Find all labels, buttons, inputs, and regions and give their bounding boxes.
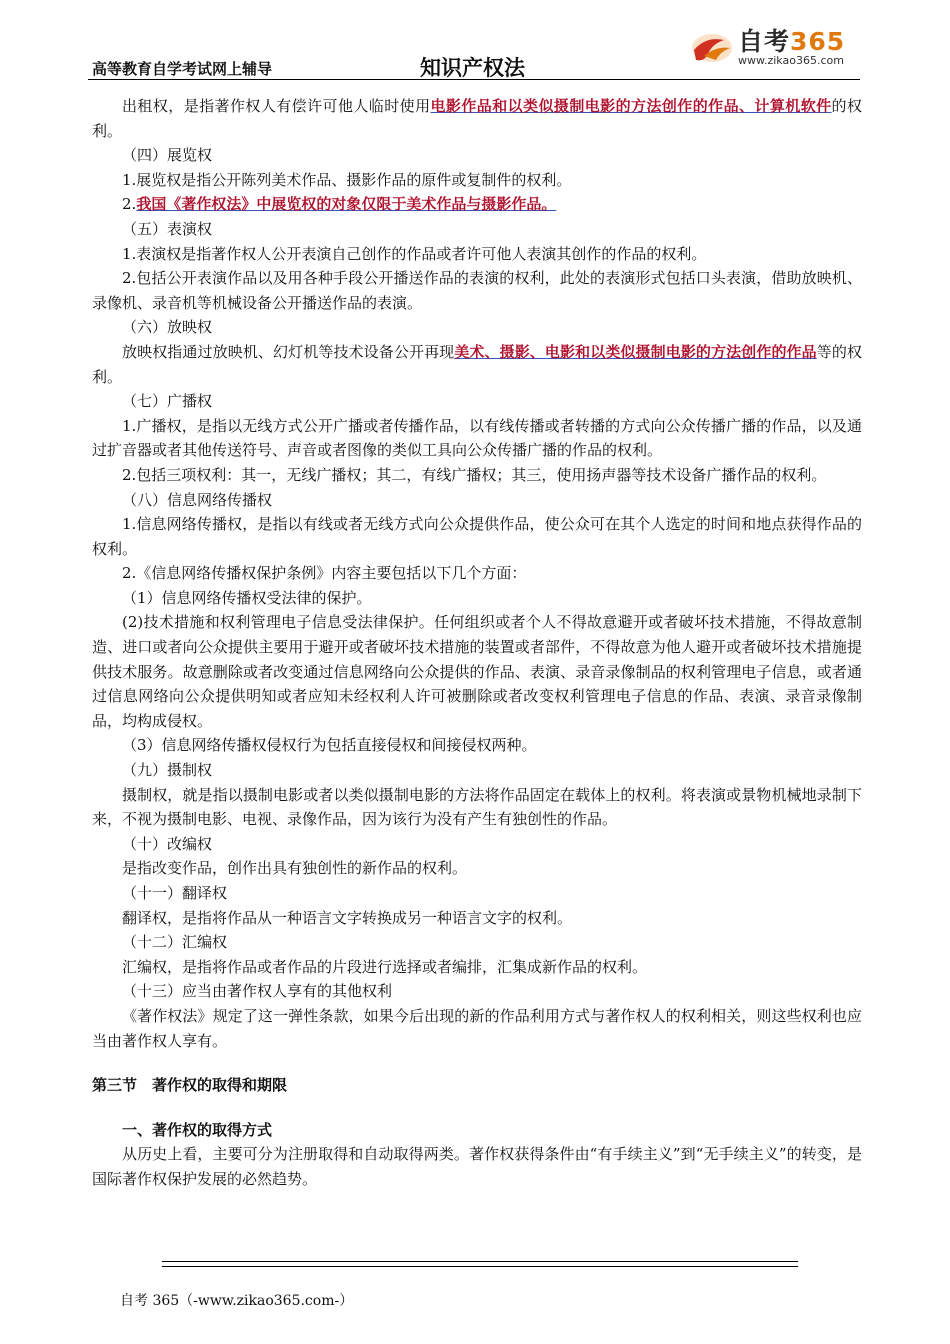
paragraph-network-4: (2)技术措施和权利管理电子信息受法律保护。任何组织或者个人不得故意避开或者破坏技术措施，不得故意制造、进口或者向公众提供主要用于避开或者破坏技术措施的装置或者部件，不得故意为他人避开或者破坏技术措施提供技术服务。故意删除或者改变通过信息网络向公众提供的作品、表演、录音录像制品的权利管理电子信息，或者通过信息网络向公众提供明知或者应知未经权利人许可被删除或者改变权利管理电子信息的作品、表演、录音录像制品，均构成侵权。 bbox=[92, 613, 862, 730]
paragraph-performance-1: 1.表演权是指著作权人公开表演自己创作的作品或者许可他人表演其创作的作品的权利。 bbox=[122, 244, 707, 263]
paragraph-other-rights: 《著作权法》规定了这一弹性条款，如果今后出现的新的作品利用方式与著作权人的权利相关，则这些权利也应当由著作权人享有。 bbox=[92, 1006, 862, 1050]
zikao-swoosh-icon bbox=[690, 26, 734, 70]
spacer bbox=[92, 1098, 862, 1118]
heading-exhibition-right: （四）展览权 bbox=[122, 146, 213, 165]
logo-brand-zikao: 自考 bbox=[738, 27, 791, 56]
footer-site-text[interactable]: 自考 365（-www.zikao365.com-） bbox=[120, 1293, 354, 1309]
heading-broadcast-right: （七）广播权 bbox=[122, 392, 213, 411]
paragraph-network-1: 1.信息网络传播权，是指以有线或者无线方式向公众提供作品，使公众可在其个人选定的时间和地点获得作品的权利。 bbox=[92, 515, 862, 558]
footer-divider-bottom bbox=[162, 1266, 798, 1267]
document-body bbox=[92, 94, 862, 1192]
paragraph-exhibition-1: 1.展览权是指公开陈列美术作品、摄影作品的原件或复制件的权利。 bbox=[122, 170, 572, 189]
heading-filming-right: （九）摄制权 bbox=[122, 761, 213, 780]
subsection-title: 一、著作权的取得方式 bbox=[122, 1120, 273, 1139]
header-divider bbox=[88, 79, 860, 80]
heading-other-rights: （十三）应当由著作权人享有的其他权利 bbox=[122, 982, 393, 1001]
logo-brand-365: 365 bbox=[790, 27, 846, 56]
section-title: 第三节 著作权的取得和期限 bbox=[92, 1076, 288, 1095]
highlight-projection-objects: 美术、摄影、电影和以类似摄制电影的方法创作的作品 bbox=[454, 342, 817, 361]
paragraph-compilation: 汇编权，是指将作品或者作品的片段进行选择或者编排，汇集成新作品的权利。 bbox=[122, 957, 648, 976]
spacer bbox=[92, 1053, 862, 1073]
paragraph-broadcast-2: 2.包括三项权利：其一，无线广播权；其二，有线广播权；其三，使用扬声器等技术设备广播作品的权利。 bbox=[122, 465, 827, 484]
heading-adaptation-right: （十）改编权 bbox=[122, 834, 213, 853]
paragraph-rental-right: 出租权，是指著作权人有偿许可他人临时使用电影作品和以类似摄制电影的方法创作的作品、计算机软件的权利。 bbox=[92, 97, 862, 140]
paragraph-exhibition-2: 2.我国《著作权法》中展览权的对象仅限于美术作品与摄影作品。 bbox=[122, 195, 557, 214]
heading-network-right: （八）信息网络传播权 bbox=[122, 490, 273, 509]
paragraph-broadcast-1: 1.广播权，是指以无线方式公开广播或者传播作品，以有线传播或者转播的方式向公众传播广播的作品，以及通过扩音器或者其他传送符号、声音或者图像的类似工具向公众传播广播的作品的权利。 bbox=[92, 416, 862, 460]
heading-performance-right: （五）表演权 bbox=[122, 219, 213, 238]
paragraph-acquisition: 从历史上看，主要可分为注册取得和自动取得两类。著作权获得条件由“有手续主义”到“无手续主义”的转变，是国际著作权保护发展的必然趋势。 bbox=[92, 1145, 862, 1188]
heading-translation-right: （十一）翻译权 bbox=[122, 884, 228, 902]
paragraph-adaptation: 是指改变作品，创作出具有独创性的新作品的权利。 bbox=[122, 859, 468, 878]
highlight-exhibition-scope: 我国《著作权法》中展览权的对象仅限于美术作品与摄影作品。 bbox=[136, 195, 557, 214]
heading-compilation-right: （十二）汇编权 bbox=[122, 933, 228, 952]
logo-brand-text bbox=[738, 22, 845, 58]
paragraph-network-5: （3）信息网络传播权侵权行为包括直接侵权和间接侵权两种。 bbox=[122, 736, 537, 755]
paragraph-translation: 翻译权，是指将作品从一种语言文字转换成另一种语言文字的权利。 bbox=[122, 908, 573, 927]
zikao365-logo[interactable] bbox=[690, 22, 860, 76]
header-course-label: 高等教育自学考试网上辅导 bbox=[92, 60, 273, 78]
paragraph-network-3: （1）信息网络传播权受法律的保护。 bbox=[122, 588, 372, 607]
highlight-rental-objects: 电影作品和以类似摄制电影的方法创作的作品、计算机软件 bbox=[430, 97, 832, 115]
footer-divider-top bbox=[162, 1261, 798, 1262]
logo-url: www.zikao365.com bbox=[738, 54, 844, 67]
paragraph-projection: 放映权指通过放映机、幻灯机等技术设备公开再现美术、摄影、电影和以类似摄制电影的方法创作的作品等的权利。 bbox=[92, 342, 862, 386]
paragraph-filming: 摄制权，就是指以摄制电影或者以类似摄制电影的方法将作品固定在载体上的权利。将表演或景物机械地录制下来，不视为摄制电影、电视、录像作品，因为该行为没有产生有独创性的作品。 bbox=[92, 785, 862, 829]
paragraph-network-2: 2.《信息网络传播权保护条例》内容主要包括以下几个方面： bbox=[122, 564, 527, 583]
heading-projection-right: （六）放映权 bbox=[122, 318, 213, 337]
header-subject-title: 知识产权法 bbox=[420, 56, 525, 80]
paragraph-performance-2: 2.包括公开表演作品以及用各种手段公开播送作品的表演的权利，此处的表演形式包括口头表演，借助放映机、录像机、录音机等机械设备公开播送作品的表演。 bbox=[92, 269, 862, 312]
